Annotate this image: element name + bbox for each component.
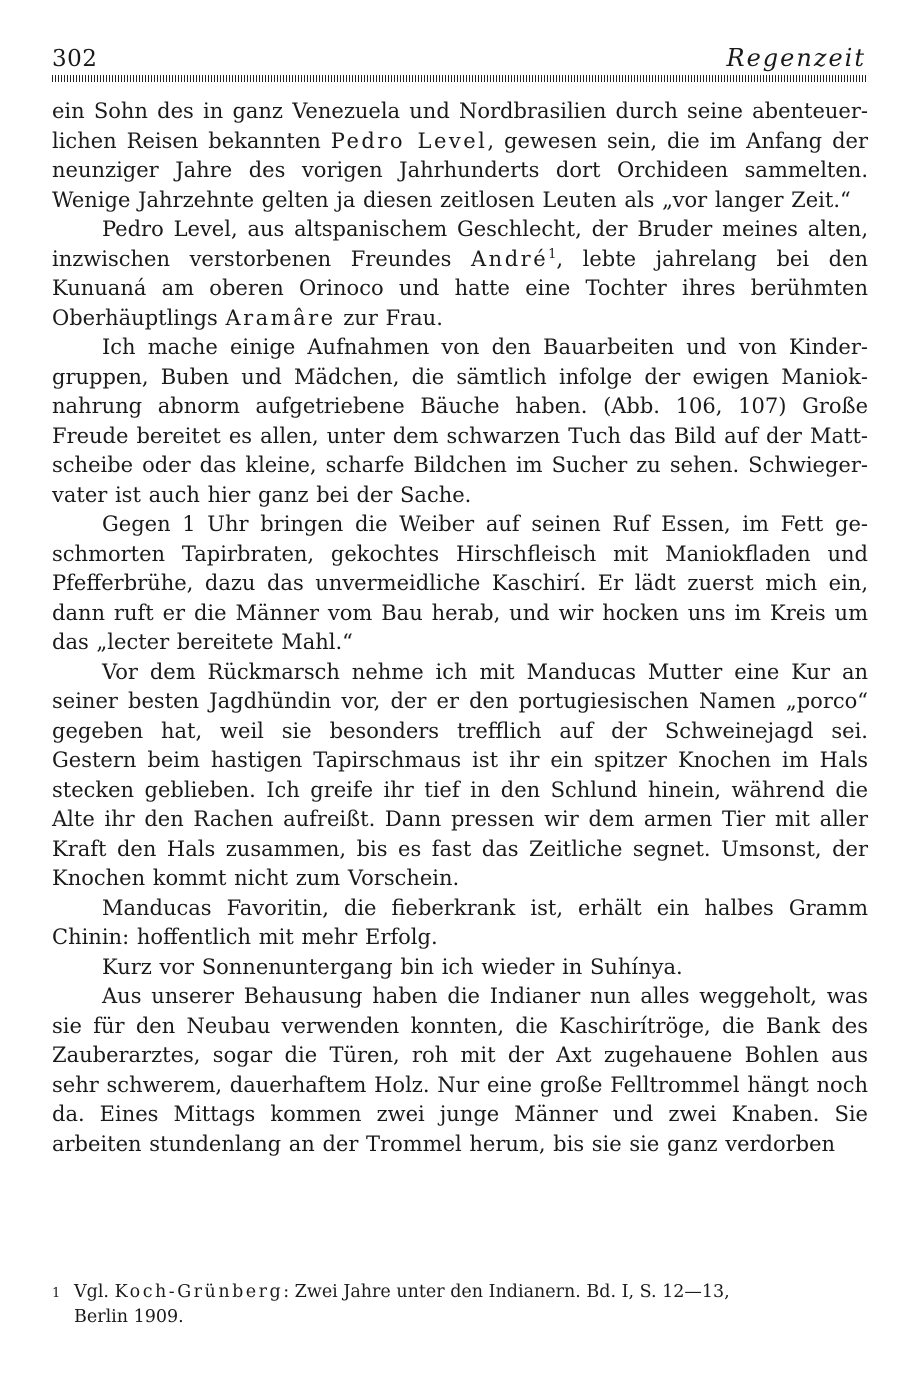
paragraph: Gegen 1 Uhr bringen die Weiber auf seinen Ruf Essen, im Fett geschmorten Tapirbraten, gekochtes Hirschfleisch mit Maniokfladen und Pfefferbrühe, dazu das unvermeidliche Kaschirí. Er lädt zuerst mich ein, dann ruft er die Männer vom Bau herab, und wir hocken uns im Kreis um das „lecter bereitete Mahl.“: [52, 512, 868, 654]
page-number: 302: [52, 46, 98, 72]
footnote-place-year: Berlin 1909.: [74, 1307, 184, 1327]
text-run: , gewesen sein, die im Anfang der neunziger Jahre des vorigen Jahrhunderts dort Orchideen sammelten. Wenige Jahrzehnte gelten ja diesen zeitlosen Leuten als „vor langer Zeit.“: [52, 128, 868, 212]
footnote-line: [52, 1280, 868, 1305]
text-run: Pedro Level, aus altspanischem Geschlecht, der Bruder meines alten, inzwischen verstorbenen Freundes: [52, 217, 868, 271]
body-text: [52, 97, 868, 1159]
paragraph: Manducas Favoritin, die fieberkrank ist, erhält ein halbes Gramm Chinin: hoffentlich mit mehr Erfolg.: [52, 895, 868, 949]
text-run: ein Sohn des in ganz Venezuela und Nordbrasilien durch seine abenteuerlichen Reisen bekannten: [52, 99, 868, 153]
paragraph: Vor dem Rückmarsch nehme ich mit Manducas Mutter eine Kur an seiner besten Jagdhündin vor, der er den portugiesischen Namen „porco“ gegeben hat, weil sie besonders trefflich auf der Schweinejagd sei. Gestern beim hastigen Tapirschmaus ist ihr ein spitzer Knochen im Hals stecken geblieben. Ich greife ihr tief in den Schlund hinein, während die Alte ihr den Rachen aufreißt. Dann pressen wir dem armen Tier mit aller Kraft den Hals zusammen, bis es fast das Zeitliche segnet. Umsonst, der Knochen kommt nicht zum Vorschein.: [52, 659, 868, 890]
footnote-reference: 1: [548, 246, 557, 262]
footnote-author: Koch-Grünberg: [114, 1282, 284, 1302]
running-title: Regenzeit: [726, 44, 866, 72]
footnote-prefix: Vgl.: [74, 1282, 115, 1302]
footnote-text: : Zwei Jahre unter den Indianern. Bd. I, S. 12—13,: [283, 1282, 730, 1302]
running-head: [52, 44, 868, 74]
header-rule: [52, 75, 868, 82]
footnote: [52, 1280, 868, 1330]
footnote-mark: 1: [52, 1286, 61, 1301]
paragraph: Kurz vor Sonnenuntergang bin ich wieder in Suhínya.: [102, 954, 683, 979]
name-pedro-level: Pedro Level: [330, 128, 488, 153]
text-run: , lebte jahrelang bei den Kunuaná am oberen Orinoco und hatte eine Tochter ihres berühmten Oberhäuptlings: [52, 246, 868, 330]
book-page: [52, 44, 868, 1327]
paragraph: Aus unserer Behausung haben die Indianer nun alles weggeholt, was sie für den Neubau verwenden konnten, die Kaschirítröge, die Bank des Zauberarztes, sogar die Türen, roh mit der Axt zugehauene Bohlen aus sehr schwerem, dauerhaftem Holz. Nur eine große Felltrommel hängt noch da. Eines Mittags kommen zwei junge Männer und zwei Knaben. Sie arbeiten stundenlang an der Trommel herum, bis sie sie ganz verdorben: [52, 984, 868, 1156]
paragraph: Ich mache einige Aufnahmen von den Bauarbeiten und von Kindergruppen, Buben und Mädchen, die sämtlich infolge der ewigen Manioknahrung abnorm aufgetriebene Bäuche haben. (Abb. 106, 107) Große Freude bereitet es allen, unter dem schwarzen Tuch das Bild auf der Mattscheibe oder das kleine, scharfe Bildchen im Sucher zu sehen. Schwiegervater ist auch hier ganz bei der Sache.: [52, 335, 868, 507]
text-run: zur Frau.: [335, 305, 443, 330]
name-aramare: Aramâre: [225, 305, 336, 330]
paragraph: [52, 215, 868, 333]
paragraph: [52, 97, 868, 215]
name-andre: André: [471, 246, 549, 271]
